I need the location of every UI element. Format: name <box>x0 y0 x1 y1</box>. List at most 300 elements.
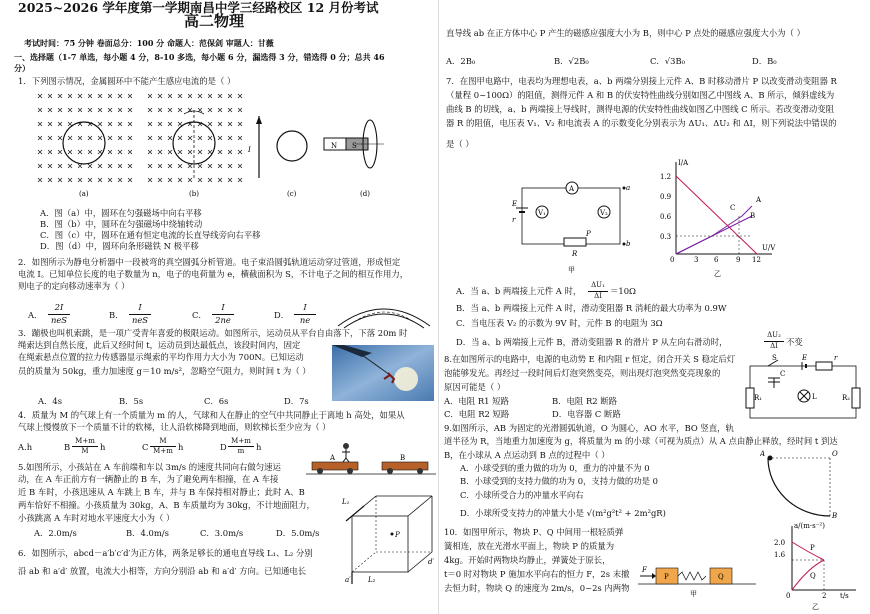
q7-a-den: ΔI <box>594 292 602 300</box>
svg-text:t/s: t/s <box>840 592 849 600</box>
svg-text:A: A <box>569 185 575 193</box>
field-cross-mark <box>218 178 222 182</box>
svg-text:U/V: U/V <box>762 244 776 252</box>
q3-stem-2: 绳索达到自然长度，此后又经时间 t，运动员到达最低点，该段时间内，固定 <box>18 340 301 350</box>
q4-c-h: h <box>178 442 184 452</box>
q4-option-d: D <box>220 442 227 452</box>
field-cross-mark <box>168 94 172 98</box>
field-cross-mark <box>178 150 182 154</box>
field-cross-mark <box>68 150 72 154</box>
field-cross-mark <box>158 178 162 182</box>
q4-option-a: A.h <box>18 442 33 452</box>
svg-text:0.6: 0.6 <box>660 213 672 221</box>
svg-text:V₂: V₂ <box>600 209 608 217</box>
q7-option-b: B．当 a、b 两端接上元件 A 时，滑动变阻器 R 消耗的最大功率为 0.9W <box>456 303 727 313</box>
field-cross-mark <box>48 108 52 112</box>
q6-stem-2: 沿 ab 和 a′d′ 放置，电流大小相等，方向分别沿 ab 和 a′d′ 方向。已知通电长 <box>18 566 307 576</box>
q7-d-num: ΔU₂ <box>767 331 781 339</box>
field-cross-mark <box>38 164 42 168</box>
svg-text:C: C <box>730 204 736 212</box>
q7-d-den: ΔI <box>770 342 778 350</box>
svg-text:乙: 乙 <box>812 603 819 611</box>
field-cross-mark <box>58 94 62 98</box>
q2-option-c: C． <box>192 310 207 320</box>
field-cross-mark <box>148 122 152 126</box>
svg-text:P: P <box>586 230 591 238</box>
svg-text:P: P <box>664 573 669 581</box>
svg-text:1.2: 1.2 <box>660 173 672 181</box>
field-cross-mark <box>108 164 112 168</box>
q8-option-d: D．电容器 C 断路 <box>552 409 621 419</box>
svg-text:3: 3 <box>694 256 699 264</box>
svg-text:L₂: L₂ <box>368 576 376 584</box>
field-cross-mark <box>78 150 82 154</box>
q2-stem-3: 则电子的定向移动速率为（ ） <box>18 281 130 291</box>
q9-option-d: D．小球所受支持力的冲量大小是 √(m²g²t² + 2m²gR) <box>460 508 666 518</box>
svg-text:a: a <box>626 184 631 192</box>
field-cross-mark <box>238 150 242 154</box>
svg-text:B: B <box>832 512 838 520</box>
q6-option-c: C．√3B₀ <box>650 56 685 66</box>
q1-fig-b <box>148 94 242 182</box>
q8-circuit <box>744 352 862 424</box>
field-cross-mark <box>208 136 212 140</box>
q9-stem-1: 9.如图所示，AB 为固定的光滑圆弧轨道，O 为圆心，AO 水平，BO 竖直，轨 <box>444 423 734 433</box>
field-cross-mark <box>238 108 242 112</box>
svg-text:2: 2 <box>822 592 827 600</box>
field-cross-mark <box>178 94 182 98</box>
field-cross-mark <box>118 178 122 182</box>
svg-text:A: A <box>756 196 762 204</box>
svg-text:E: E <box>512 200 518 208</box>
svg-text:F: F <box>642 566 647 574</box>
field-cross-mark <box>58 164 62 168</box>
field-cross-mark <box>158 136 162 140</box>
q5-option-b: B．4.0m/s <box>126 528 169 538</box>
field-cross-mark <box>98 122 102 126</box>
q7-iu-chart <box>652 156 782 280</box>
section-heading: 一、选择题（1-7 单选，每小题 4 分，8-10 多选，每小题 6 分，漏选得 3 分，错选得 0 分；总共 46 <box>14 52 385 62</box>
q10-stem-1: 10．如图甲所示，物块 P、Q 中间用一根轻质弹 <box>444 527 624 537</box>
svg-text:R₁: R₁ <box>754 394 763 402</box>
field-cross-mark <box>168 122 172 126</box>
svg-text:乙: 乙 <box>714 270 721 278</box>
field-cross-mark <box>188 178 192 182</box>
field-cross-mark <box>148 108 152 112</box>
field-cross-mark <box>118 108 122 112</box>
q2-arc-tube <box>334 296 434 330</box>
field-cross-mark <box>58 136 62 140</box>
q2-option-d: D． <box>274 310 290 320</box>
field-cross-mark <box>178 136 182 140</box>
q7-stem-5: 是（ ） <box>446 139 474 149</box>
q5-stem-5: 小孩跳离 A 车时对地水平速度大小为（ ） <box>18 513 175 523</box>
field-cross-mark <box>218 164 222 168</box>
q1-label-d: (d) <box>360 190 370 198</box>
field-cross-mark <box>148 164 152 168</box>
q1-option-d: D．图（d）中，圆环向条形磁铁 N 极平移 <box>40 241 199 251</box>
q4-b-num: M+m <box>75 437 95 445</box>
svg-text:B: B <box>400 454 406 462</box>
q2-d-num: I <box>303 302 307 312</box>
right-column <box>442 0 862 614</box>
q1-option-a: A．图（a）中，圆环在匀强磁场中向右平移 <box>40 208 202 218</box>
field-cross-mark <box>118 136 122 140</box>
field-cross-mark <box>98 136 102 140</box>
field-cross-mark <box>108 108 112 112</box>
svg-text:C: C <box>780 370 786 378</box>
field-cross-mark <box>108 136 112 140</box>
q2-stem-2: 电流 I。已知单位长度的电子数量为 n，电子的电荷量为 e，横截面积为 S，不计电子之间的相互作用力， <box>18 269 409 279</box>
q9-option-c: C．小球所受合力的冲量水平向右 <box>460 490 584 500</box>
field-cross-mark <box>128 150 132 154</box>
q6-stem-3: 直导线 ab 在正方体中心 P 产生的磁感应强度大小为 B，则中心 P 点处的磁感应强度大小为（ ） <box>446 28 805 38</box>
svg-text:d′: d′ <box>428 558 435 566</box>
exam-title: 2025~2026 学年度第一学期南昌中学三经路校区 12 月份考试 <box>18 0 379 15</box>
q1-ring-c <box>277 131 307 161</box>
field-cross-mark <box>38 122 42 126</box>
q7-option-c: C．当电压表 V₂ 的示数为 9V 时，元件 B 的电阻为 3Ω <box>456 318 663 328</box>
field-cross-mark <box>38 108 42 112</box>
svg-text:I/A: I/A <box>678 159 689 167</box>
q6-option-d: D．B₀ <box>752 56 777 66</box>
q2-d-den: ne <box>299 315 311 325</box>
field-cross-mark <box>148 150 152 154</box>
field-cross-mark <box>68 136 72 140</box>
svg-text:E: E <box>802 354 808 362</box>
field-cross-mark <box>188 94 192 98</box>
q2-a-num: 2I <box>54 302 64 312</box>
field-cross-mark <box>208 122 212 126</box>
svg-text:0.3: 0.3 <box>660 233 672 241</box>
q5-stem-4: 两车恰好不相撞。小孩质量为 30kg，A、B 车质量均为 30kg，不计地面阻力， <box>18 500 315 510</box>
q3-option-c: C．6s <box>204 396 229 406</box>
q4-d-den: m <box>237 447 245 455</box>
svg-text:甲: 甲 <box>568 266 575 274</box>
field-cross-mark <box>78 94 82 98</box>
field-cross-mark <box>38 150 42 154</box>
svg-text:Q: Q <box>810 572 816 580</box>
field-cross-mark <box>178 108 182 112</box>
field-cross-mark <box>108 150 112 154</box>
svg-text:A: A <box>760 450 766 458</box>
field-cross-mark <box>58 150 62 154</box>
field-cross-mark <box>228 94 232 98</box>
q1-label-b: (b) <box>189 190 199 198</box>
q2-c-den: 2ne <box>215 315 231 325</box>
q4-d-h: h <box>256 442 262 452</box>
field-cross-mark <box>198 136 202 140</box>
q6-option-b: B．√2B₀ <box>554 56 589 66</box>
svg-text:r: r <box>512 216 516 224</box>
q10-at-chart <box>772 520 862 612</box>
q8-stem-1: 8.在如图所示的电路中，电源的电动势 E 和内阻 r 恒定，闭合开关 S 稳定后灯 <box>444 354 736 364</box>
field-cross-mark <box>188 136 192 140</box>
svg-text:O: O <box>832 450 838 458</box>
field-cross-mark <box>38 136 42 140</box>
field-cross-mark <box>178 122 182 126</box>
field-cross-mark <box>128 94 132 98</box>
field-cross-mark <box>228 122 232 126</box>
field-cross-mark <box>68 94 72 98</box>
field-cross-mark <box>48 122 52 126</box>
field-cross-mark <box>168 136 172 140</box>
field-cross-mark <box>238 122 242 126</box>
field-cross-mark <box>128 178 132 182</box>
field-cross-mark <box>218 94 222 98</box>
field-cross-mark <box>128 164 132 168</box>
field-cross-mark <box>68 108 72 112</box>
q5-stem-3: 近 B 车时，小孩迅速从 A 车跳上 B 车，并与 B 车保持相对静止；此时 A、B <box>18 487 305 497</box>
field-cross-mark <box>208 164 212 168</box>
field-cross-mark <box>178 178 182 182</box>
q7-a-num: ΔU₁ <box>591 281 605 289</box>
svg-text:1.6: 1.6 <box>774 551 786 559</box>
svg-text:L₁: L₁ <box>342 498 350 506</box>
exam-info: 考试时间：75 分钟 卷面总分：100 分 命题人：范保剑 审题人：甘薇 <box>24 38 274 48</box>
q7-stem-1: 7．在图甲电路中，电表均为理想电表，a、b 两端分别接上元件 A、B 时移动滑片 P 以改变滑动变阻器 R <box>446 76 837 86</box>
q3-option-a: A．4s <box>38 396 63 406</box>
q5-stem-2: 动，在 A 车正前方有一辆静止的 B 车，为了避免两车相撞，在 A 车接 <box>18 474 279 484</box>
q4-c-num: M <box>159 437 167 445</box>
field-cross-mark <box>168 164 172 168</box>
q6-option-a: A．2B₀ <box>446 56 476 66</box>
svg-text:R: R <box>572 250 578 258</box>
field-cross-mark <box>48 178 52 182</box>
field-cross-mark <box>88 150 92 154</box>
field-cross-mark <box>198 150 202 154</box>
field-cross-mark <box>128 108 132 112</box>
svg-text:P: P <box>395 531 400 539</box>
svg-text:12: 12 <box>752 256 761 264</box>
field-cross-mark <box>158 122 162 126</box>
q2-option-b: B． <box>109 310 124 320</box>
field-cross-mark <box>168 178 172 182</box>
field-cross-mark <box>198 178 202 182</box>
q3-option-b: B．5s <box>119 396 144 406</box>
field-cross-mark <box>68 122 72 126</box>
q1-option-c: C．图（c）中，圆环在通有恒定电流的长直导线旁向右平移 <box>40 230 261 240</box>
q10-stem-3: 4kg。开始时两物块均静止，弹簧处于原长， <box>444 555 611 565</box>
q4-b-den: M <box>81 447 89 455</box>
svg-text:r: r <box>834 354 838 362</box>
q9-option-b: B．小球受到的支持力做的功为 0，支持力做的功是 0 <box>460 476 659 486</box>
field-cross-mark <box>238 164 242 168</box>
q5-option-c: C．3.0m/s <box>200 528 244 538</box>
field-cross-mark <box>38 94 42 98</box>
svg-text:B: B <box>750 212 756 220</box>
field-cross-mark <box>228 136 232 140</box>
field-cross-mark <box>78 136 82 140</box>
field-cross-mark <box>118 150 122 154</box>
svg-text:a′: a′ <box>345 576 351 584</box>
q7-stem-2: （量程 0~100Ω）的阻值，测得元件 A 和 B 的伏安特性曲线分别如图乙中图线 A、B 所示，倾斜虚线为 <box>446 90 835 100</box>
q6-stem-1: 6．如图所示，abcd－a′b′c′d′为正方体，两条足够长的通电直导线 L₁、L₂ 分别 <box>18 548 313 558</box>
q3-bungee-photo <box>332 345 434 401</box>
field-cross-mark <box>168 150 172 154</box>
field-cross-mark <box>198 94 202 98</box>
q2-c-num: I <box>221 302 225 312</box>
q10-blocks-figure <box>638 554 756 598</box>
field-cross-mark <box>158 108 162 112</box>
q7-stem-3: 曲线 B 的切线，a、b 两端接上导线时，测得电源的伏安特性曲线如图乙中图线 C 所示。若改变滑动变阻 <box>446 104 834 114</box>
q1-figures <box>34 88 384 200</box>
field-cross-mark <box>158 94 162 98</box>
field-cross-mark <box>78 108 82 112</box>
field-cross-mark <box>148 136 152 140</box>
q2-option-a: A． <box>28 310 43 320</box>
q9-option-a: A．小球受到的重力做的功为 0，重力的冲量不为 0 <box>460 463 650 473</box>
field-cross-mark <box>108 178 112 182</box>
q4-c-den: M+m <box>153 447 173 455</box>
field-cross-mark <box>108 122 112 126</box>
field-cross-mark <box>58 108 62 112</box>
field-cross-mark <box>158 164 162 168</box>
q9-stem-2: 道半径为 R，当地重力加速度为 g，将质量为 m 的小球（可视为质点）从 A 点由静止释放，经时间 t 到达 <box>444 436 838 446</box>
q2-b-num: I <box>138 302 142 312</box>
q10-stem-2: 簧相连，放在光滑水平面上，物块 P 的质量为 <box>444 541 615 551</box>
q2-stem-1: 2．如图所示为静电分析器中一段被弯的真空圆弧分析管道。电子束沿圆弧轨道运动穿过管道，形成恒定 <box>18 257 401 267</box>
svg-text:甲: 甲 <box>690 590 697 598</box>
q1-current-arrow <box>256 116 262 124</box>
q3-option-d: D．7s <box>284 396 309 406</box>
q4-stem-1: 4．质量为 M 的气球上有一个质量为 m 的人，气球和人在静止的空气中共同静止于离地 h 高处，如果从 <box>18 410 405 420</box>
svg-text:N: N <box>331 142 338 150</box>
field-cross-mark <box>148 178 152 182</box>
field-cross-mark <box>78 164 82 168</box>
svg-text:R₂: R₂ <box>842 394 851 402</box>
svg-text:Q: Q <box>718 573 724 581</box>
field-cross-mark <box>58 122 62 126</box>
svg-text:0: 0 <box>786 592 791 600</box>
svg-text:S: S <box>772 354 777 362</box>
q3-stem-1: 3．蹦极也叫机索跳，是一项广受青年喜爱的极限运动。如图所示，运动员从平台自由落下，下落 20m 时 <box>18 328 408 338</box>
field-cross-mark <box>188 150 192 154</box>
field-cross-mark <box>48 94 52 98</box>
field-cross-mark <box>48 136 52 140</box>
q1-ring-a <box>63 122 105 164</box>
q8-option-b: B．电阻 R2 断路 <box>552 396 617 406</box>
q8-stem-2: 泡能够发光。再经过一段时间后灯泡突然变亮，则出现灯泡突然变亮现象的 <box>444 368 721 378</box>
field-cross-mark <box>128 122 132 126</box>
q4-option-b: B <box>64 442 71 452</box>
q4-option-c: C <box>142 442 149 452</box>
field-cross-mark <box>208 94 212 98</box>
field-cross-mark <box>98 150 102 154</box>
q5-option-a: A．2.0m/s <box>34 528 77 538</box>
q6-cube-figure <box>342 488 438 588</box>
q5-carts-figure <box>306 440 436 478</box>
q8-stem-3: 原因可能是（ ） <box>444 382 506 392</box>
svg-text:a/(m·s⁻²): a/(m·s⁻²) <box>794 522 825 530</box>
q1-option-b: B．图（b）中，圆环在匀强磁场中绕轴转动 <box>40 219 203 229</box>
subject-title: 高二物理 <box>184 12 245 30</box>
q7-circuit <box>512 168 632 278</box>
field-cross-mark <box>48 164 52 168</box>
field-cross-mark <box>98 94 102 98</box>
field-cross-mark <box>148 94 152 98</box>
field-cross-mark <box>208 150 212 154</box>
field-cross-mark <box>168 108 172 112</box>
field-cross-mark <box>88 108 92 112</box>
left-column <box>14 0 439 614</box>
field-cross-mark <box>118 164 122 168</box>
field-cross-mark <box>88 94 92 98</box>
q9-arc-track <box>760 448 846 520</box>
field-cross-mark <box>228 150 232 154</box>
svg-text:I: I <box>248 146 251 154</box>
q1-label-c: (c) <box>287 190 297 198</box>
field-cross-mark <box>68 164 72 168</box>
field-cross-mark <box>208 178 212 182</box>
q2-a-den: neS <box>50 315 68 325</box>
field-cross-mark <box>178 164 182 168</box>
field-cross-mark <box>208 108 212 112</box>
q5-stem-1: 5.如图所示，小孩站在 A 车前端和车以 3m/s 的速度共同向右做匀速运 <box>18 462 281 472</box>
field-cross-mark <box>88 164 92 168</box>
field-cross-mark <box>128 136 132 140</box>
q7-stem-4: 器 R 的阻值，电压表 V₁、V₂ 和电流表 A 的示数变化分别表示为 ΔU₁、ΔU₂ 和 ΔI，则下列说法中错误的 <box>446 118 837 128</box>
field-cross-mark <box>78 178 82 182</box>
field-cross-mark <box>218 108 222 112</box>
q10-stem-4: t＝0 时对物块 P 施加水平向右的恒力 F，2s 末撤 <box>444 569 630 579</box>
field-cross-mark <box>158 150 162 154</box>
q8-option-a: A．电阻 R1 短路 <box>444 396 509 406</box>
svg-text:0.9: 0.9 <box>660 193 672 201</box>
field-cross-mark <box>118 94 122 98</box>
field-cross-mark <box>108 94 112 98</box>
svg-text:2.0: 2.0 <box>774 539 786 547</box>
q3-stem-4: 员的质量为 50kg，重力加速度 g＝10 m/s²，忽略空气阻力，则时间 t 为（ ） <box>18 366 311 376</box>
q7-d-post: 不变 <box>786 337 803 347</box>
svg-text:L: L <box>812 393 817 401</box>
svg-text:S: S <box>352 142 357 150</box>
field-cross-mark <box>68 178 72 182</box>
q7-option-a: A．当 a、b 两端接上元件 A 时， <box>456 286 582 296</box>
svg-text:0: 0 <box>670 256 675 264</box>
field-cross-mark <box>188 164 192 168</box>
q7-option-d: D．当 a、b 两端接上元件 B，滑动变阻器 R 的滑片 P 从左向右滑动时， <box>456 337 728 347</box>
field-cross-mark <box>118 122 122 126</box>
field-cross-mark <box>228 178 232 182</box>
q1-fig-a <box>38 94 132 182</box>
q4-d-num: M+m <box>231 437 251 445</box>
field-cross-mark <box>218 122 222 126</box>
field-cross-mark <box>198 164 202 168</box>
q4-stem-2: 气球上慢慢放下一个质量不计的软梯，让人沿软梯降到地面，则软梯长至少应为（ ） <box>18 422 331 432</box>
field-cross-mark <box>98 164 102 168</box>
q5-option-d: D．5.0m/s <box>276 528 320 538</box>
field-cross-mark <box>238 178 242 182</box>
q4-b-h: h <box>100 442 106 452</box>
field-cross-mark <box>98 108 102 112</box>
section-heading-cont: 分） <box>14 63 30 73</box>
q9-stem-3: B，在小球从 A 点运动到 B 点的过程中（ ） <box>444 450 610 460</box>
q3-stem-3: 在绳索悬点位置的拉力传感器显示绳索的平均作用力大小为 700N。已知运动 <box>18 352 304 362</box>
q8-option-c: C．电阻 R2 短路 <box>444 409 510 419</box>
svg-text:A: A <box>330 454 336 462</box>
q1-label-a: (a) <box>79 190 89 198</box>
field-cross-mark <box>48 150 52 154</box>
q2-b-den: neS <box>131 315 149 325</box>
svg-text:V₁: V₁ <box>538 209 546 217</box>
field-cross-mark <box>88 178 92 182</box>
field-cross-mark <box>228 108 232 112</box>
field-cross-mark <box>238 136 242 140</box>
q1-stem: 1．下列图示情况，金属圆环中不能产生感应电流的是（ ） <box>18 76 236 86</box>
field-cross-mark <box>238 94 242 98</box>
field-cross-mark <box>88 136 92 140</box>
